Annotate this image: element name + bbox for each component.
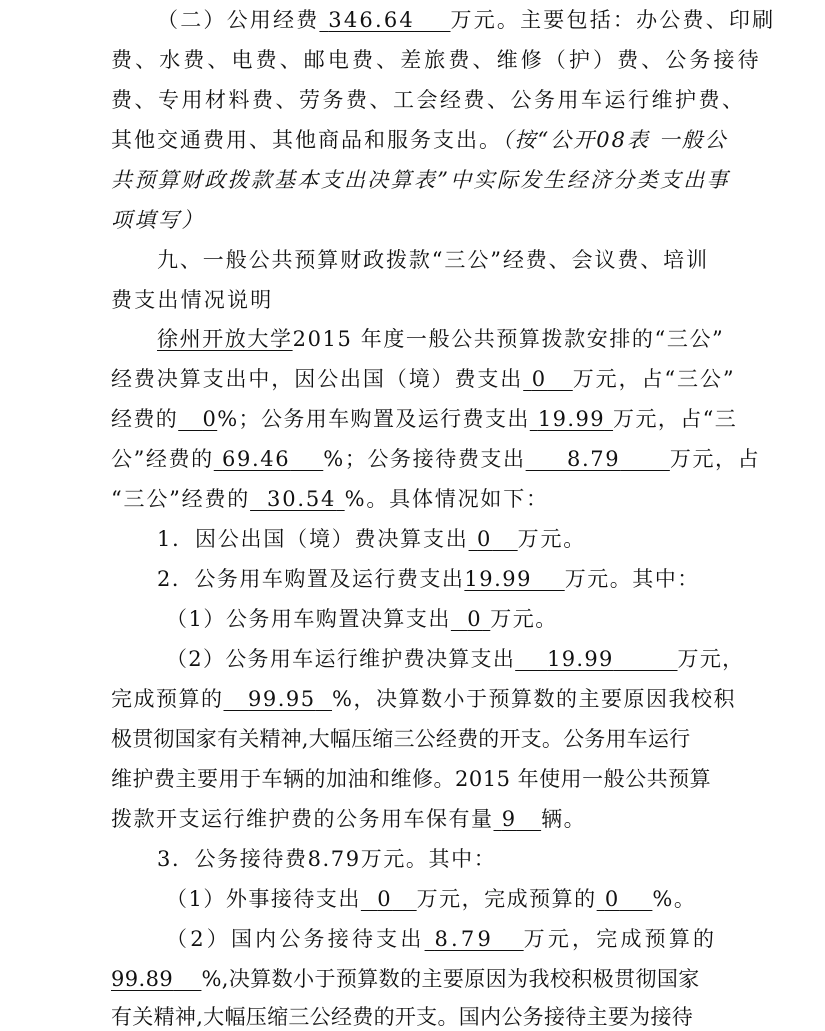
section-heading-9-cont: 费支出情况说明	[111, 288, 274, 312]
text: 万元，完成预算的	[523, 927, 718, 951]
text: （二）公用经费	[157, 8, 320, 32]
text: %，决算数小于预算数的主要原因我校积	[332, 687, 736, 711]
text: 万元，	[677, 647, 745, 671]
text: 万元，占	[669, 447, 761, 471]
reception-amount: 8.79	[567, 447, 621, 471]
foreign-reception-amount: 0	[377, 887, 393, 911]
section-heading-9: 九、一般公共预算财政拨款“三公”经费、会议费、培训	[157, 248, 709, 272]
text: 3．公务接待费	[157, 847, 308, 871]
line	[111, 685, 825, 713]
public-funds-amount: 346.64	[328, 8, 415, 32]
line	[111, 445, 825, 473]
text: 万元，占“三	[613, 407, 738, 431]
text: 2015 年度一般公共预算拨款安排的“三公”	[292, 327, 725, 351]
italic-note-line: 项填写）	[111, 208, 205, 232]
abroad-amount: 0	[531, 367, 548, 391]
item-3-amount: 8.79	[307, 847, 361, 871]
italic-note-line: 共预算财政拨款基本支出决算表”中实际发生经济分类支出事	[111, 168, 730, 192]
text: （2）国内公务接待支出	[166, 927, 425, 951]
line	[111, 405, 825, 433]
text: 经费的	[111, 407, 179, 431]
text: 完成预算的	[111, 687, 224, 711]
school-name: 徐州开放大学	[157, 327, 293, 351]
line: 费、专用材料费、劳务费、工会经费、公务用车运行维护费、	[111, 88, 746, 112]
item-2-amount: 19.99	[464, 567, 532, 591]
item-2-2	[166, 645, 825, 673]
item-1-amount: 0	[477, 527, 493, 551]
text: （1）公务用车购置决算支出	[166, 607, 451, 631]
line	[111, 805, 825, 833]
domestic-reception-percent: 99.89	[111, 967, 174, 991]
vehicle-count: 9	[501, 807, 517, 831]
car-percent: 69.46	[222, 447, 291, 471]
line: 维护费主要用于车辆的加油和维修。2015 年使用一般公共预算	[111, 767, 712, 791]
text: 拨款开支运行维护费的公务用车保有量	[111, 807, 494, 831]
item-2-2-percent: 99.95	[248, 687, 316, 711]
text: 万元。其中：	[360, 847, 497, 871]
line-italic-note	[111, 126, 825, 154]
text: 辆。	[541, 807, 587, 831]
line: 极贯彻国家有关精神,大幅压缩三公经费的开支。公务用车运行	[111, 727, 691, 751]
item-3	[157, 845, 825, 873]
line: 费、水费、电费、邮电费、差旅费、维修（护）费、公务接待	[111, 48, 762, 72]
text: 万元，完成预算的	[416, 887, 597, 911]
item-1	[157, 525, 825, 553]
item-2-2-amount: 19.99	[547, 647, 614, 671]
text: 万元。	[490, 607, 558, 631]
italic-note: （按“公开08表 一般公	[502, 128, 728, 152]
foreign-reception-percent: 0	[604, 887, 620, 911]
text: %。具体情况如下：	[344, 487, 549, 511]
text: 1．因公出国（境）费决算支出	[157, 527, 469, 551]
car-amount: 19.99	[537, 407, 605, 431]
text: 万元。其中：	[564, 567, 700, 591]
text: （1）外事接待支出	[166, 887, 361, 911]
text: 2．公务用车购置及运行费支出	[157, 567, 465, 591]
text: 其他交通费用、其他商品和服务支出。	[111, 128, 502, 152]
item-3-1	[166, 885, 825, 913]
abroad-percent: 0	[202, 407, 218, 431]
text: 公”经费的	[111, 447, 214, 471]
text: %,决算数小于预算数的主要原因为我校积极贯彻国家	[201, 967, 700, 991]
text: %。	[652, 887, 697, 911]
line	[111, 485, 825, 513]
text: 万元。主要包括：办公费、印刷	[450, 8, 776, 32]
line-public-funds	[157, 6, 807, 34]
item-2-1	[166, 605, 825, 633]
reception-percent: 30.54	[267, 487, 337, 511]
line	[111, 965, 825, 993]
item-3-2	[166, 925, 825, 953]
text: （2）公务用车运行维护费决算支出	[166, 647, 516, 671]
text: 经费决算支出中，因公出国（境）费支出	[111, 367, 524, 391]
text: %；公务接待费支出	[323, 447, 526, 471]
line	[111, 365, 825, 393]
item-2-1-amount: 0	[467, 607, 483, 631]
domestic-reception-amount: 8.79	[434, 927, 495, 951]
text: “三公”经费的	[111, 487, 251, 511]
line: 有关精神,大幅压缩三公经费的开支。国内公务接待主要为接待	[111, 1005, 694, 1029]
text: 万元。	[517, 527, 587, 551]
text: 万元，占“三公”	[572, 367, 736, 391]
item-2	[157, 565, 825, 593]
text: %；公务用车购置及运行费支出	[217, 407, 530, 431]
line	[157, 325, 825, 353]
